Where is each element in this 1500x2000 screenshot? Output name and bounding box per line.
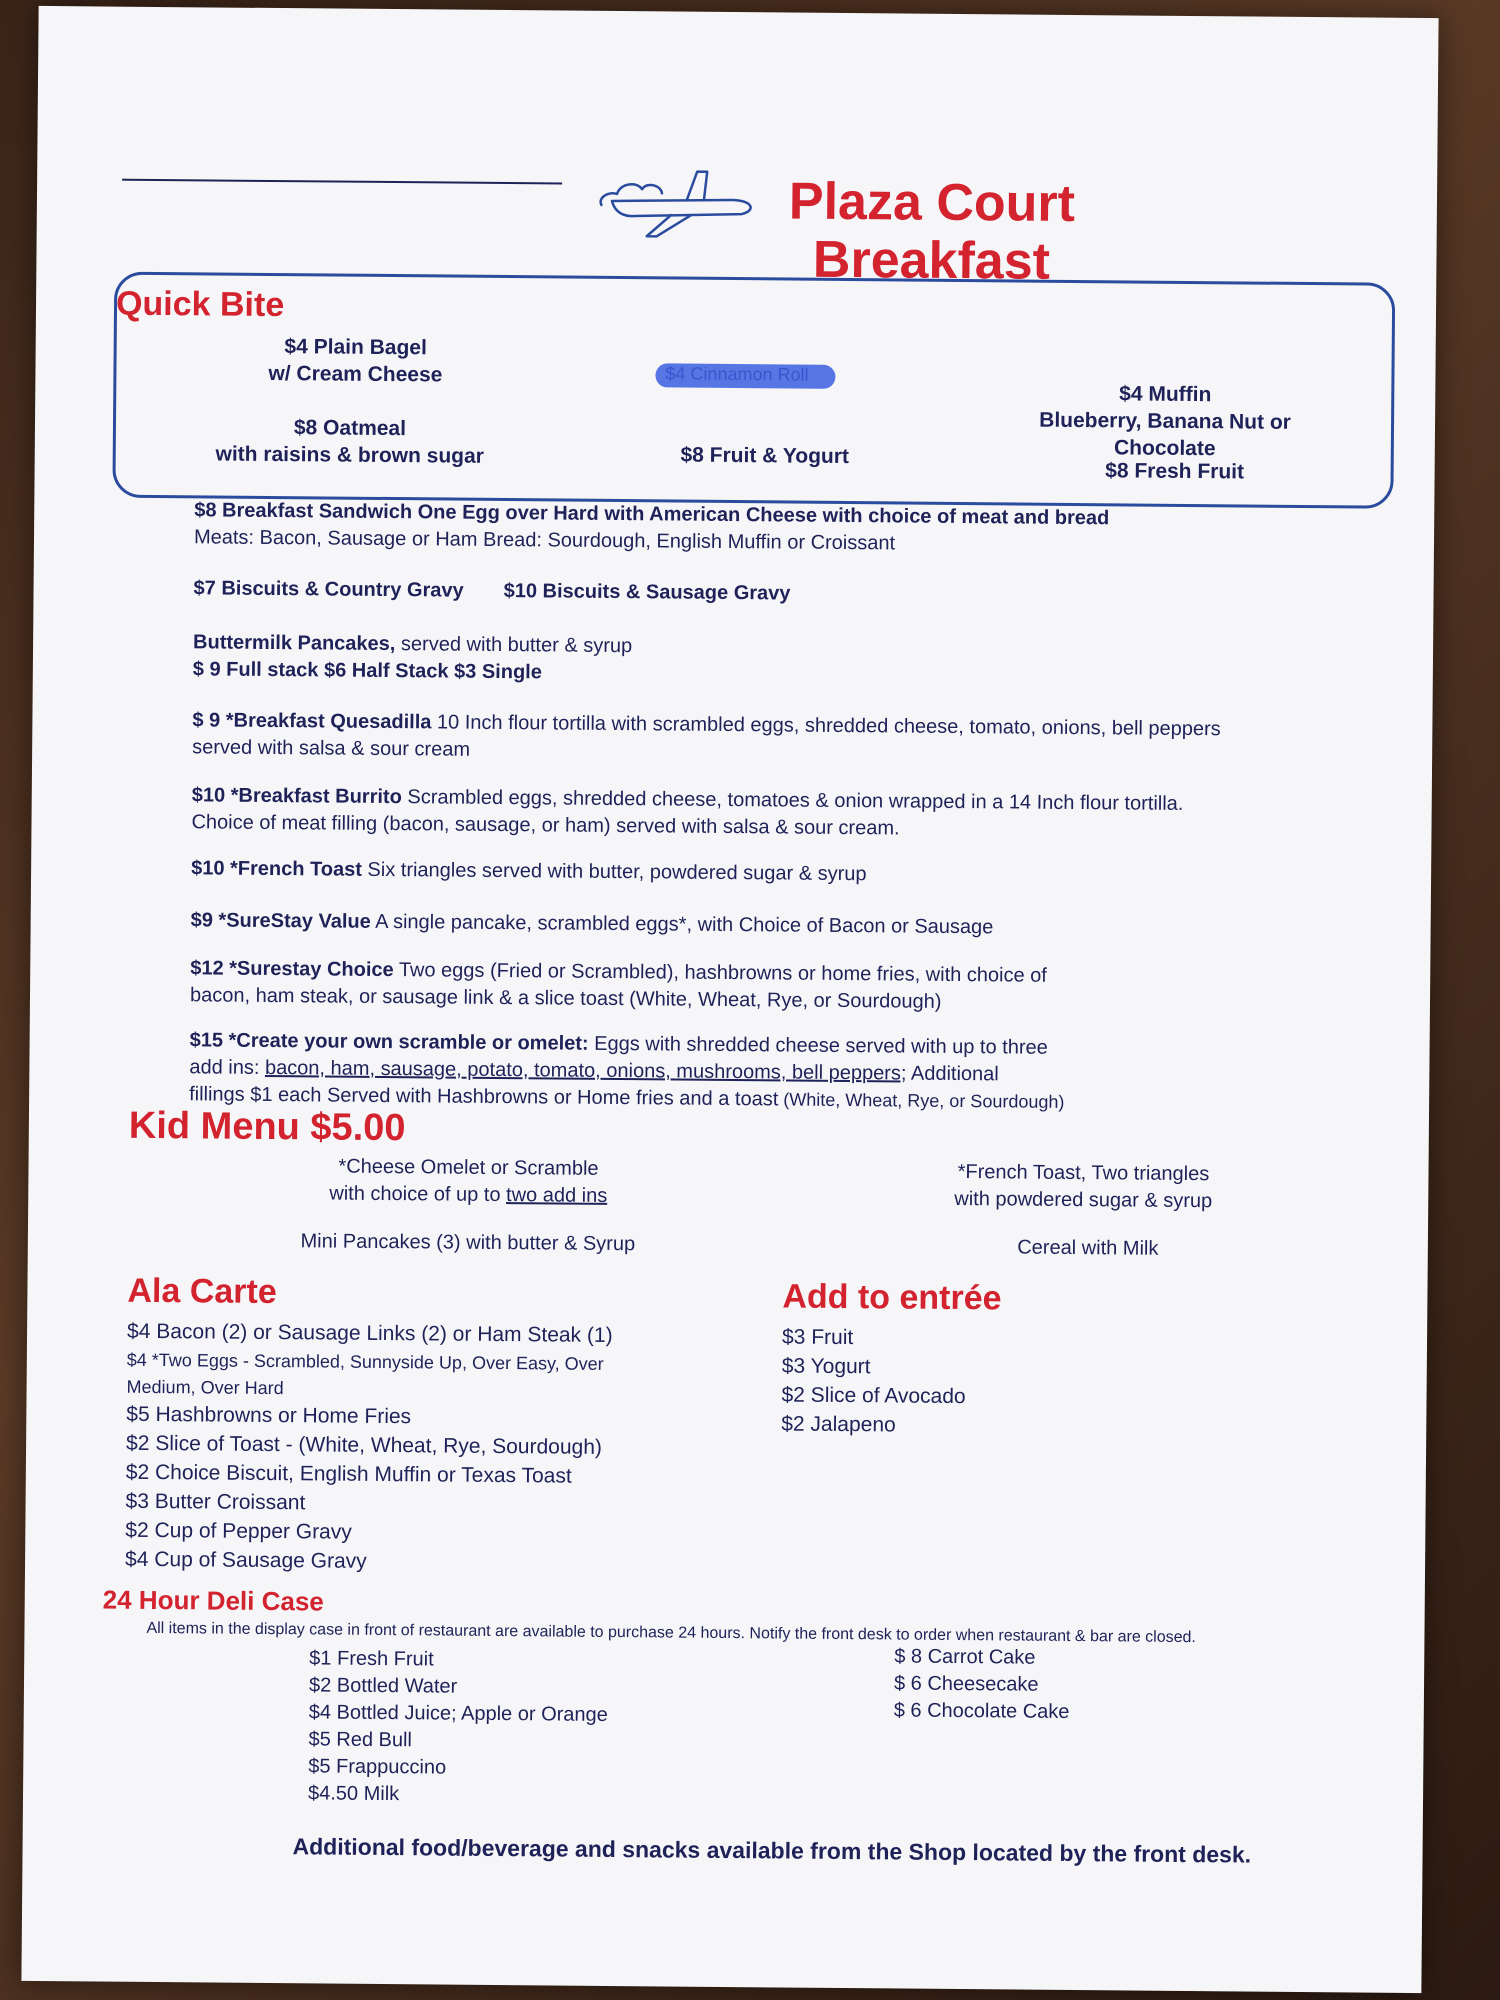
list-item: $2 Cup of Pepper Gravy [125, 1518, 352, 1544]
scribble-mark [655, 363, 835, 389]
ala-carte-list [125, 1317, 613, 1578]
list-item: $ 6 Chocolate Cake [893, 1699, 1070, 1723]
item-pancakes: Buttermilk Pancakes, served with butter & syrup $ 9 Full stack $6 Half Stack $3 Single [192, 631, 633, 684]
list-item: $2 Bottled Water [308, 1674, 458, 1698]
list-item: $3 Butter Croissant [125, 1489, 306, 1515]
add-to-entree-title: Add to entrée [782, 1277, 1002, 1318]
deli-note: All items in the display case in front of restaurant are available to purchase 24 hours. Notify the front desk to order when restaurant & bar are closed. [146, 1619, 1196, 1647]
list-item: Medium, Over Hard [126, 1376, 284, 1399]
item-biscuits: $7 Biscuits & Country Gravy $10 Biscuits & Sausage Gravy [193, 577, 791, 605]
item-surestay-choice: $12 *Surestay Choice Two eggs (Fried or Scrambled), hashbrowns or home fries, with choice of bacon, ham steak, or sausage link & a slice toast (White, Wheat, Rye, or Sourdough) [189, 957, 1048, 1013]
item-burrito: $10 *Breakfast Burrito Scrambled eggs, shredded cheese, tomatoes & onion wrapped in a 14 Inch flour tortilla. Choice of meat filling (bacon, sausage, or ham) served with salsa & sour cream. [191, 784, 1184, 840]
list-item: $2 Jalapeno [781, 1412, 896, 1437]
list-item: $2 Choice Biscuit, English Muffin or Texas Toast [125, 1460, 572, 1488]
footer-note: Additional food/beverage and snacks available from the Shop located by the front desk. [292, 1833, 1252, 1868]
list-item: $5 Red Bull [308, 1728, 413, 1752]
kid-french-toast: *French Toast, Two triangles with powdered sugar & syrup [954, 1160, 1213, 1213]
list-item: $2 Slice of Toast - (White, Wheat, Rye, Sourdough) [126, 1431, 603, 1459]
kid-menu-title: Kid Menu $5.00 [128, 1104, 406, 1150]
qb-fruit-yogurt: $8 Fruit & Yogurt [680, 443, 850, 469]
list-item: $5 Frappuccino [308, 1755, 447, 1779]
kid-mini-pancakes: Mini Pancakes (3) with butter & Syrup [300, 1230, 636, 1256]
kid-omelet: *Cheese Omelet or Scramble with choice of up to two add ins [329, 1155, 608, 1207]
page-title: Plaza Court Breakfast [788, 172, 1076, 291]
list-item: $ 8 Carrot Cake [894, 1645, 1036, 1669]
deli-title: 24 Hour Deli Case [102, 1584, 324, 1617]
qb-oatmeal: $8 Oatmeal with raisins & brown sugar [215, 416, 485, 468]
qb-bagel: $4 Plain Bagel w/ Cream Cheese [268, 335, 443, 387]
list-item: $4 *Two Eggs - Scrambled, Sunnyside Up, Over Easy, Over [126, 1349, 604, 1374]
quick-bite-title: Quick Bite [115, 284, 285, 325]
list-item: $ 6 Cheesecake [893, 1672, 1039, 1696]
airplane-icon [592, 161, 763, 242]
item-french-toast: $10 *French Toast Six triangles served with butter, powdered sugar & syrup [191, 857, 867, 886]
item-quesadilla: $ 9 *Breakfast Quesadilla 10 Inch flour tortilla with scrambled eggs, shredded cheese, tomato, onions, bell peppers served with salsa & sour cream [192, 709, 1221, 761]
menu-sheet [21, 6, 1438, 1993]
list-item: $4.50 Milk [307, 1782, 400, 1806]
item-sandwich: $8 Breakfast Sandwich One Egg over Hard with American Cheese with choice of meat and bread Meats: Bacon, Sausage or Ham Bread: Sourdough, English Muffin or Croissant [193, 499, 1110, 555]
qb-fresh-fruit: $8 Fresh Fruit [1105, 459, 1245, 484]
item-surestay-value: $9 *SureStay Value A single pancake, scrambled eggs*, with Choice of Bacon or Sausage [190, 909, 994, 939]
list-item: $4 Bottled Juice; Apple or Orange [308, 1701, 608, 1726]
list-item: $3 Fruit [781, 1325, 854, 1350]
kid-cereal: Cereal with Milk [1017, 1236, 1159, 1260]
list-item: $4 Bacon (2) or Sausage Links (2) or Ham Steak (1) [126, 1319, 613, 1347]
qb-muffin: $4 Muffin Blueberry, Banana Nut or Chocolate [1039, 382, 1291, 461]
list-item: $1 Fresh Fruit [309, 1647, 434, 1671]
list-item: $5 Hashbrowns or Home Fries [126, 1402, 412, 1429]
ala-carte-title: Ala Carte [127, 1271, 277, 1312]
deli-right-list [894, 1643, 1070, 1726]
header-rule [122, 179, 562, 185]
add-to-entree-list [781, 1322, 966, 1440]
item-scramble: $15 *Create your own scramble or omelet: Eggs with shredded cheese served with up to three add ins: bacon, ham, sausage, potato, tomato, onions, mushrooms, bell peppers; Additional fillings $1 each Served with Hashbrowns or Home fries and a toast (White, Wheat, Rye, or Sourdough) [189, 1029, 1065, 1112]
deli-left-list [308, 1645, 608, 1810]
list-item: $2 Slice of Avocado [781, 1383, 966, 1409]
list-item: $3 Yogurt [781, 1354, 871, 1379]
list-item: $4 Cup of Sausage Gravy [124, 1547, 367, 1573]
